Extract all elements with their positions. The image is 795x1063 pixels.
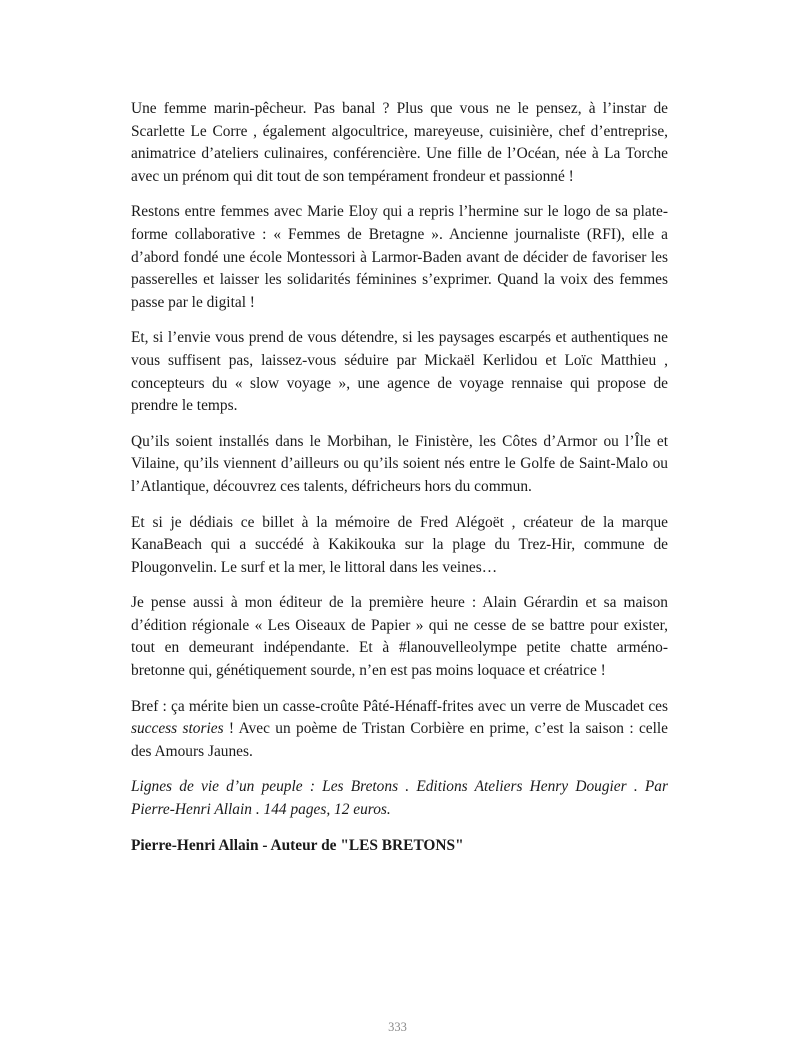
paragraph-editeur: Je pense aussi à mon éditeur de la première heure : Alain Gérardin et sa maison d’édition régionale « Les Oiseaux de Papier » qui ne cesse de se battre pour exister, tout en demeurant indépendante. Et à #lanouvelleolympe petite chatte arméno-bretonne qui, génétiquement sourde, n’en est pas moins loquace et créatrice !: [131, 594, 668, 680]
paragraph-bref-end: ! Avec un poème de Tristan Corbière en prime, c’est la saison : celle des Amours Jaunes.: [131, 720, 669, 760]
paragraph-fred-alegoet: Et si je dédiais ce billet à la mémoire de Fred Alégoët , créateur de la marque KanaBeach qui a succédé à Kakikouka sur la plage du Trez-Hir, commune de Plougonvelin. Le surf et la mer, le littoral dans les veines…: [131, 513, 668, 576]
paragraph-bref-italic: success stories: [131, 720, 224, 738]
author-signature: Pierre-Henri Allain - Auteur de "LES BRETONS": [131, 836, 464, 854]
paragraph-regions: Qu’ils soient installés dans le Morbihan, le Finistère, les Côtes d’Armor ou l’Île et Vilaine, qu’ils viennent d’ailleurs ou qu’ils soient nés entre le Golfe de Saint-Malo ou l’Atlantique, découvrez ces talents, défricheurs hors du commun.: [131, 432, 668, 495]
paragraph-slow-voyage: Et, si l’envie vous prend de vous détendre, si les paysages escarpés et authentiques ne vous suffisent pas, laissez-vous séduire par Mickaël Kerlidou et Loïc Matthieu , concepteurs du « slow voyage », une agence de voyage rennaise qui propose de prendre le temps.: [131, 329, 668, 415]
page-number: 333: [388, 1020, 407, 1034]
page-body: [131, 98, 668, 870]
paragraph-marie-eloy: Restons entre femmes avec Marie Eloy qui a repris l’hermine sur le logo de sa plate-forme collaborative : « Femmes de Bretagne ». Ancienne journaliste (RFI), elle a d’abord fondé une école Montessori à Larmor-Baden avant de décider de favoriser les passerelles et laisser les solidarités féminines s’exprimer. Quand la voix des femmes passe par le digital !: [131, 203, 668, 311]
book-reference: Lignes de vie d’un peuple : Les Bretons . Editions Ateliers Henry Dougier . Par Pierre-Henri Allain . 144 pages, 12 euros.: [131, 778, 668, 819]
paragraph-scarlette: Une femme marin-pêcheur. Pas banal ? Plus que vous ne le pensez, à l’instar de Scarlette Le Corre , également algocultrice, mareyeuse, cuisinière, chef d’entreprise, animatrice d’ateliers culinaires, conférencière. Une fille de l’Océan, née à La Torche avec un prénom qui dit tout de son tempérament frondeur et passionné !: [131, 100, 668, 185]
paragraph-bref: [131, 696, 668, 764]
paragraph-bref-start: Bref : ça mérite bien un casse-croûte Pâté-Hénaff-frites avec un verre de Muscadet ces: [131, 697, 668, 715]
